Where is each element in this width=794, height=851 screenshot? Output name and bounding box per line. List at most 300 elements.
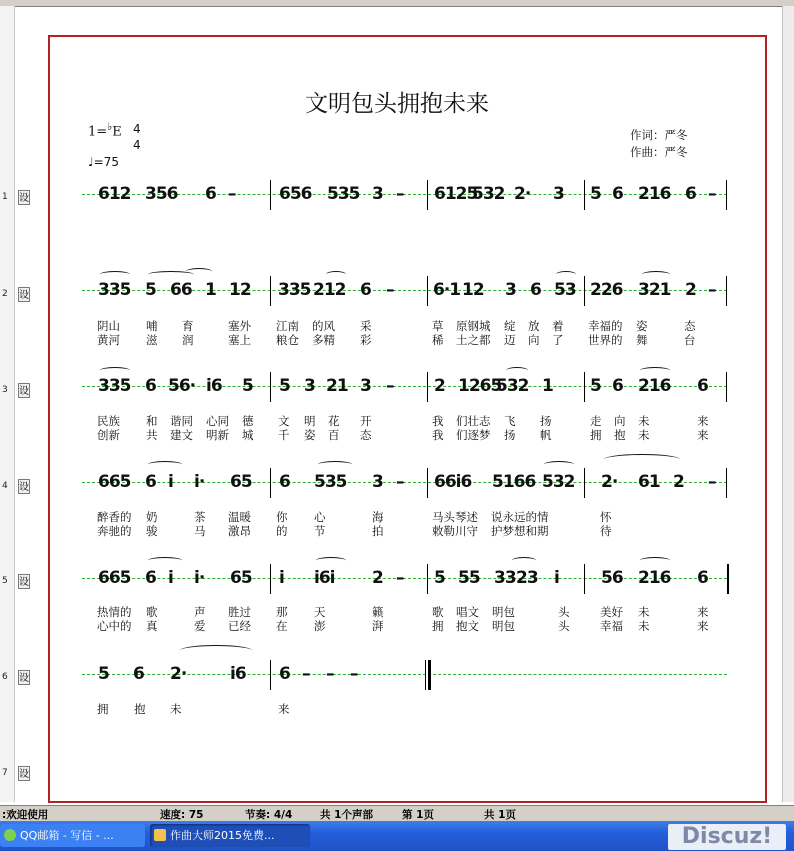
lyric[interactable]: 阴山 <box>97 319 120 333</box>
lyric[interactable]: 江南 <box>276 319 299 333</box>
final-barline-thin <box>425 660 426 690</box>
lyric[interactable]: 敕勒川守 <box>432 524 478 538</box>
lyric[interactable]: 拥 <box>432 619 444 633</box>
lyric[interactable]: 扬 <box>504 428 516 442</box>
lyric[interactable]: 待 <box>600 524 612 538</box>
slur <box>186 268 212 275</box>
lyric[interactable]: 建文 <box>170 428 193 442</box>
ruler-row-number: 7 <box>2 768 8 778</box>
key-note: E <box>112 124 122 140</box>
ruler-row-3 <box>0 383 40 403</box>
note-dash[interactable]: – <box>396 472 404 492</box>
barline <box>427 180 428 210</box>
lyric[interactable]: 谐同 <box>170 414 193 428</box>
note-dash[interactable]: – <box>386 376 394 396</box>
lyric[interactable]: 马头琴述 <box>432 510 478 524</box>
key-signature[interactable] <box>88 120 122 139</box>
lyric[interactable]: 文 <box>278 414 290 428</box>
barline <box>427 564 428 594</box>
lyric[interactable]: 头 <box>558 619 570 633</box>
note-group[interactable]: 6 <box>145 472 156 492</box>
note-group[interactable]: i· <box>194 472 205 492</box>
lyric[interactable]: 来 <box>697 605 709 619</box>
time-top: 4 <box>133 122 141 136</box>
note-group[interactable]: 12 <box>462 280 484 300</box>
score-title[interactable]: 文明包头拥抱未来 <box>305 91 489 117</box>
note-group[interactable]: 665 <box>98 472 131 492</box>
slur <box>318 461 352 468</box>
note-group[interactable]: i6 <box>206 376 222 396</box>
lyric[interactable]: 激昂 <box>228 524 251 538</box>
note-group[interactable]: 532 <box>496 376 529 396</box>
note-group[interactable]: 3 <box>304 376 315 396</box>
lyric[interactable]: 稀 <box>432 333 444 347</box>
note-group[interactable]: 6 <box>145 376 156 396</box>
lyric[interactable]: 美好 <box>600 605 623 619</box>
note-group[interactable]: 6 <box>279 664 290 684</box>
note-dash[interactable]: – <box>350 664 358 684</box>
ruler-row-number: 6 <box>2 672 8 682</box>
lyric[interactable]: 润 <box>182 333 194 347</box>
lyric[interactable]: 彩 <box>360 333 372 347</box>
taskbar-label: QQ邮箱 - 写信 - ... <box>20 829 114 842</box>
ruler-row-4 <box>0 479 40 499</box>
lyric[interactable]: 民族 <box>97 414 120 428</box>
note-group[interactable]: 1 <box>205 280 216 300</box>
note-group[interactable]: 23 <box>516 568 538 588</box>
note-group[interactable]: 3 <box>372 472 383 492</box>
note-group[interactable]: 2· <box>601 472 618 492</box>
ruler-row-6 <box>0 670 40 690</box>
lyric[interactable]: 来 <box>697 619 709 633</box>
barline <box>584 180 585 210</box>
lyric[interactable]: 奔驰的 <box>97 524 132 538</box>
status-bar <box>0 805 794 822</box>
ruler-row-2 <box>0 287 40 307</box>
note-group[interactable]: 6 <box>133 664 144 684</box>
slur <box>640 557 670 564</box>
lyric[interactable]: 歌 <box>432 605 444 619</box>
barline <box>427 276 428 306</box>
lyric[interactable]: 醉香的 <box>97 510 132 524</box>
ruler-row-1 <box>0 190 40 210</box>
lyric[interactable]: 拍 <box>372 524 384 538</box>
row-settings-button[interactable]: 设 <box>18 383 30 398</box>
note-group[interactable]: 5 <box>145 280 156 300</box>
note-group[interactable]: 5 <box>242 376 253 396</box>
note-group[interactable]: i <box>554 568 559 588</box>
lyric[interactable]: 澎 <box>314 619 326 633</box>
note-group[interactable]: 6 <box>697 376 708 396</box>
lyric[interactable]: 姿 <box>636 319 648 333</box>
ruler-row-number: 2 <box>2 289 8 299</box>
lyric[interactable]: 心 <box>314 510 326 524</box>
note-dash[interactable]: – <box>228 184 236 204</box>
slur <box>506 367 528 374</box>
lyric[interactable]: 怀 <box>600 510 612 524</box>
row-settings-button[interactable]: 设 <box>18 670 30 685</box>
ruler-row-number: 5 <box>2 576 8 586</box>
note-group[interactable]: 33 <box>494 568 516 588</box>
credits <box>630 127 688 161</box>
time-bottom: 4 <box>133 138 141 152</box>
staff-line-4 <box>82 482 727 483</box>
lyric[interactable]: 茶 <box>194 510 206 524</box>
note-dash[interactable]: – <box>708 184 716 204</box>
slur <box>148 461 182 468</box>
lyric[interactable]: 未 <box>638 605 650 619</box>
barline <box>427 372 428 402</box>
lyric[interactable]: 海 <box>372 510 384 524</box>
note-group[interactable]: 612 <box>98 184 131 204</box>
flat-sign: ♭ <box>107 120 113 133</box>
row-settings-button[interactable]: 设 <box>18 574 30 589</box>
barline <box>427 468 428 498</box>
note-group[interactable]: 5 <box>98 664 109 684</box>
lyric[interactable]: 德 <box>242 414 254 428</box>
row-settings-button[interactable]: 设 <box>18 479 30 494</box>
note-group[interactable]: 66i6 <box>434 472 472 492</box>
lyric[interactable]: 态 <box>684 319 696 333</box>
lyric[interactable]: 未 <box>638 619 650 633</box>
qq-mail-icon <box>4 829 16 841</box>
lyric[interactable]: 粮仓 <box>276 333 299 347</box>
note-group[interactable]: 5 <box>590 184 601 204</box>
barline <box>270 372 271 402</box>
note-dash[interactable]: – <box>708 280 716 300</box>
note-group[interactable]: 216 <box>638 184 671 204</box>
lyric[interactable]: 明 <box>304 414 316 428</box>
note-group[interactable]: i <box>168 568 173 588</box>
lyric[interactable]: 真 <box>146 619 158 633</box>
barline <box>270 180 271 210</box>
note-group[interactable]: 21 <box>326 376 348 396</box>
note-group[interactable]: 356 <box>145 184 178 204</box>
lyric[interactable]: 那 <box>276 605 288 619</box>
note-group[interactable]: 2· <box>514 184 531 204</box>
lyric[interactable]: 的 <box>276 524 288 538</box>
time-signature[interactable] <box>133 121 141 153</box>
lyric[interactable]: 和 <box>146 414 158 428</box>
composer-credit[interactable]: 作曲：严冬 <box>630 145 688 159</box>
barline <box>726 180 727 210</box>
note-group[interactable]: 6 <box>530 280 541 300</box>
toolbar-strip <box>0 0 794 7</box>
note-group[interactable]: 216 <box>638 376 671 396</box>
lyric[interactable]: 着 <box>552 319 564 333</box>
note-dash[interactable]: – <box>326 664 334 684</box>
windows-taskbar <box>0 821 794 851</box>
lyric[interactable]: 明包 <box>492 619 515 633</box>
lyric[interactable]: 未 <box>638 414 650 428</box>
note-group[interactable]: 56· <box>168 376 196 396</box>
lyric[interactable]: 百 <box>328 428 340 442</box>
note-group[interactable]: 5166 <box>492 472 536 492</box>
lyric[interactable]: 姿 <box>304 428 316 442</box>
lyric[interactable]: 塞外 <box>228 319 251 333</box>
note-group[interactable]: 335 <box>98 376 131 396</box>
lyric[interactable]: 唱文 <box>456 605 479 619</box>
note-group[interactable]: 5 <box>590 376 601 396</box>
lyric[interactable]: 千 <box>278 428 290 442</box>
lyric[interactable]: 向 <box>614 414 626 428</box>
lyric[interactable]: 湃 <box>372 619 384 633</box>
note-group[interactable]: 12 <box>229 280 251 300</box>
lyric[interactable]: 采 <box>360 319 372 333</box>
slur <box>148 557 182 564</box>
note-group[interactable]: 2· <box>170 664 187 684</box>
lyric[interactable]: 城 <box>242 428 254 442</box>
note-group[interactable]: 6 <box>205 184 216 204</box>
note-group[interactable]: 53 <box>554 280 576 300</box>
barline <box>270 660 271 690</box>
lyric[interactable]: 心同 <box>206 414 229 428</box>
lyric[interactable]: 来 <box>697 428 709 442</box>
note-group[interactable]: 3 <box>553 184 564 204</box>
ruler-row-5 <box>0 574 40 594</box>
status-voices[interactable]: 共 1个声部 <box>320 809 373 821</box>
slur <box>326 271 346 278</box>
note-group[interactable]: i6i <box>314 568 335 588</box>
lyric[interactable]: 你 <box>276 510 288 524</box>
lyric[interactable]: 迈 <box>504 333 516 347</box>
lyric[interactable]: 拥 <box>590 428 602 442</box>
tie <box>604 454 680 465</box>
lyric[interactable]: 扬 <box>540 414 552 428</box>
lyric[interactable]: 来 <box>697 414 709 428</box>
lyric[interactable]: 热情的 <box>97 605 132 619</box>
note-group[interactable]: 3 <box>372 184 383 204</box>
lyric[interactable]: 节 <box>314 524 326 538</box>
lyric[interactable]: 温暖 <box>228 510 251 524</box>
note-group[interactable]: 2 <box>434 376 445 396</box>
note-group[interactable]: 65 <box>230 472 252 492</box>
lyric[interactable]: 明包 <box>492 605 515 619</box>
note-group[interactable]: 56 <box>601 568 623 588</box>
note-group[interactable]: 6 <box>685 184 696 204</box>
row-settings-button[interactable]: 设 <box>18 766 30 781</box>
lyric[interactable]: 原钢城 <box>456 319 491 333</box>
lyric[interactable]: 滋 <box>146 333 158 347</box>
ruler-row-number: 1 <box>2 192 8 202</box>
ruler-row-number: 4 <box>2 481 8 491</box>
lyric[interactable]: 马 <box>194 524 206 538</box>
taskbar-button-composer[interactable] <box>150 824 310 847</box>
barline <box>726 372 727 402</box>
note-group[interactable]: 656 <box>279 184 312 204</box>
lyric[interactable]: 草 <box>432 319 444 333</box>
status-speed[interactable]: 速度: 75 <box>160 809 204 821</box>
lyric[interactable]: 们逐梦 <box>456 428 491 442</box>
lyric[interactable]: 胜过 <box>228 605 251 619</box>
note-group[interactable]: 6125 <box>434 184 478 204</box>
note-group[interactable]: 5 <box>279 376 290 396</box>
lyric[interactable]: 态 <box>360 428 372 442</box>
vertical-scrollbar[interactable] <box>782 6 794 802</box>
lyric[interactable]: 歌 <box>146 605 158 619</box>
lyric[interactable]: 帆 <box>540 428 552 442</box>
lyric[interactable]: 土之都 <box>456 333 491 347</box>
barline <box>584 276 585 306</box>
lyric[interactable]: 走 <box>590 414 602 428</box>
note-group[interactable]: 6 <box>145 568 156 588</box>
note-group[interactable]: 6 <box>279 472 290 492</box>
note-group[interactable]: 2 <box>685 280 696 300</box>
lyric[interactable]: 幸福的 <box>588 319 623 333</box>
lyric[interactable]: 育 <box>182 319 194 333</box>
note-group[interactable]: 3 <box>505 280 516 300</box>
note-dash[interactable]: – <box>708 472 716 492</box>
barline <box>726 276 727 306</box>
lyric[interactable]: 已经 <box>228 619 251 633</box>
note-group[interactable]: 6·1 <box>433 280 461 300</box>
lyric[interactable]: 来 <box>278 702 290 716</box>
note-group[interactable]: i <box>279 568 284 588</box>
slur <box>512 557 536 564</box>
note-group[interactable]: 212 <box>313 280 346 300</box>
slur <box>544 461 574 468</box>
lyric[interactable]: 抱 <box>614 428 626 442</box>
note-group[interactable]: 5 <box>434 568 445 588</box>
note-group[interactable]: 3 <box>360 376 371 396</box>
note-group[interactable]: 535 <box>327 184 360 204</box>
barline <box>270 564 271 594</box>
lyric[interactable]: 们壮志 <box>456 414 491 428</box>
note-group[interactable]: 335 <box>98 280 131 300</box>
lyric[interactable]: 爱 <box>194 619 206 633</box>
note-group[interactable]: 216 <box>638 568 671 588</box>
note-group[interactable]: 335 <box>278 280 311 300</box>
lyric[interactable]: 共 <box>146 428 158 442</box>
note-group[interactable]: 2 <box>372 568 383 588</box>
note-group[interactable]: 61 <box>638 472 660 492</box>
lyric[interactable]: 哺 <box>146 319 158 333</box>
lyric[interactable]: 我 <box>432 428 444 442</box>
slur <box>640 367 670 374</box>
lyric[interactable]: 声 <box>194 605 206 619</box>
lyric[interactable]: 抱文 <box>456 619 479 633</box>
lyric[interactable]: 多精 <box>312 333 335 347</box>
ruler-row-7 <box>0 766 40 786</box>
barline <box>270 468 271 498</box>
lyric[interactable]: 未 <box>638 428 650 442</box>
lyric[interactable]: 拥 <box>97 702 109 716</box>
row-settings-button[interactable]: 设 <box>18 287 30 302</box>
lyric[interactable]: 在 <box>276 619 288 633</box>
slur <box>642 271 670 278</box>
lyric[interactable]: 头 <box>558 605 570 619</box>
row-settings-button[interactable]: 设 <box>18 190 30 205</box>
barline <box>584 564 585 594</box>
note-dash[interactable]: – <box>302 664 310 684</box>
lyric[interactable]: 开 <box>360 414 372 428</box>
note-group[interactable]: 6 <box>360 280 371 300</box>
lyric[interactable]: 心中的 <box>97 619 132 633</box>
lyric[interactable]: 明新 <box>206 428 229 442</box>
note-group[interactable]: 535 <box>314 472 347 492</box>
lyric[interactable]: 台 <box>684 333 696 347</box>
lyric[interactable]: 籁 <box>372 605 384 619</box>
note-group[interactable]: 226 <box>590 280 623 300</box>
barline <box>726 468 727 498</box>
staff-line-1 <box>82 194 727 195</box>
lyric[interactable]: 向 <box>528 333 540 347</box>
status-welcome: :欢迎使用 <box>2 809 49 821</box>
barline <box>270 276 271 306</box>
status-total-pages: 共 1页 <box>484 809 516 821</box>
taskbar-label: 作曲大师2015免费... <box>170 829 275 842</box>
lyric[interactable]: 塞上 <box>228 333 251 347</box>
staff-line-5 <box>82 578 727 579</box>
lyric[interactable]: 黄河 <box>97 333 120 347</box>
note-group[interactable]: 2 <box>673 472 684 492</box>
lyric[interactable]: 我 <box>432 414 444 428</box>
slur <box>100 271 130 278</box>
status-beat[interactable]: 节奏: 4/4 <box>245 809 293 821</box>
slur <box>100 367 130 374</box>
lyric[interactable]: 花 <box>328 414 340 428</box>
lyric[interactable]: 世界的 <box>588 333 623 347</box>
note-group[interactable]: 6 <box>697 568 708 588</box>
lyricist-credit[interactable]: 作词：严冬 <box>630 128 688 142</box>
barline <box>584 372 585 402</box>
lyric[interactable]: 奶 <box>146 510 158 524</box>
note-group[interactable]: 6 <box>612 184 623 204</box>
lyric[interactable]: 护梦想和期 <box>491 524 549 538</box>
note-group[interactable]: i· <box>194 568 205 588</box>
lyric[interactable]: 抱 <box>134 702 146 716</box>
lyric[interactable]: 创新 <box>97 428 120 442</box>
lyric[interactable]: 放 <box>528 319 540 333</box>
key-prefix: 1= <box>88 124 108 140</box>
lyric[interactable]: 未 <box>170 702 182 716</box>
lyric[interactable]: 幸福 <box>600 619 623 633</box>
lyric[interactable]: 了 <box>552 333 564 347</box>
lyric[interactable]: 说永远的情 <box>491 510 549 524</box>
slur <box>316 557 346 564</box>
note-dash[interactable]: – <box>386 280 394 300</box>
note-group[interactable]: 65 <box>230 568 252 588</box>
tie <box>180 645 252 656</box>
lyric[interactable]: 的风 <box>312 319 335 333</box>
lyric[interactable]: 绽 <box>504 319 516 333</box>
note-group[interactable]: 55 <box>458 568 480 588</box>
lyric[interactable]: 骏 <box>146 524 158 538</box>
note-group[interactable]: 532 <box>542 472 575 492</box>
note-group[interactable]: 665 <box>98 568 131 588</box>
note-group[interactable]: 1 <box>542 376 553 396</box>
note-group[interactable]: 6 <box>612 376 623 396</box>
note-group[interactable]: 321 <box>638 280 671 300</box>
lyric[interactable]: 舞 <box>636 333 648 347</box>
note-group[interactable]: i6 <box>230 664 246 684</box>
discuz-watermark: Discuz! <box>668 824 786 850</box>
repeat-barline <box>727 564 729 594</box>
note-group[interactable]: 1265 <box>458 376 502 396</box>
lyric[interactable]: 飞 <box>504 414 516 428</box>
note-group[interactable]: 532 <box>472 184 505 204</box>
lyric[interactable]: 天 <box>314 605 326 619</box>
note-group[interactable]: 66 <box>170 280 192 300</box>
slur <box>556 271 576 278</box>
note-dash[interactable]: – <box>396 568 404 588</box>
status-page[interactable]: 第 1页 <box>402 809 434 821</box>
composer-app-icon <box>154 829 166 841</box>
note-dash[interactable]: – <box>396 184 404 204</box>
note-group[interactable]: i <box>168 472 173 492</box>
taskbar-button-qq-mail[interactable] <box>0 824 145 847</box>
tempo-mark[interactable]: ♩=75 <box>88 155 119 169</box>
